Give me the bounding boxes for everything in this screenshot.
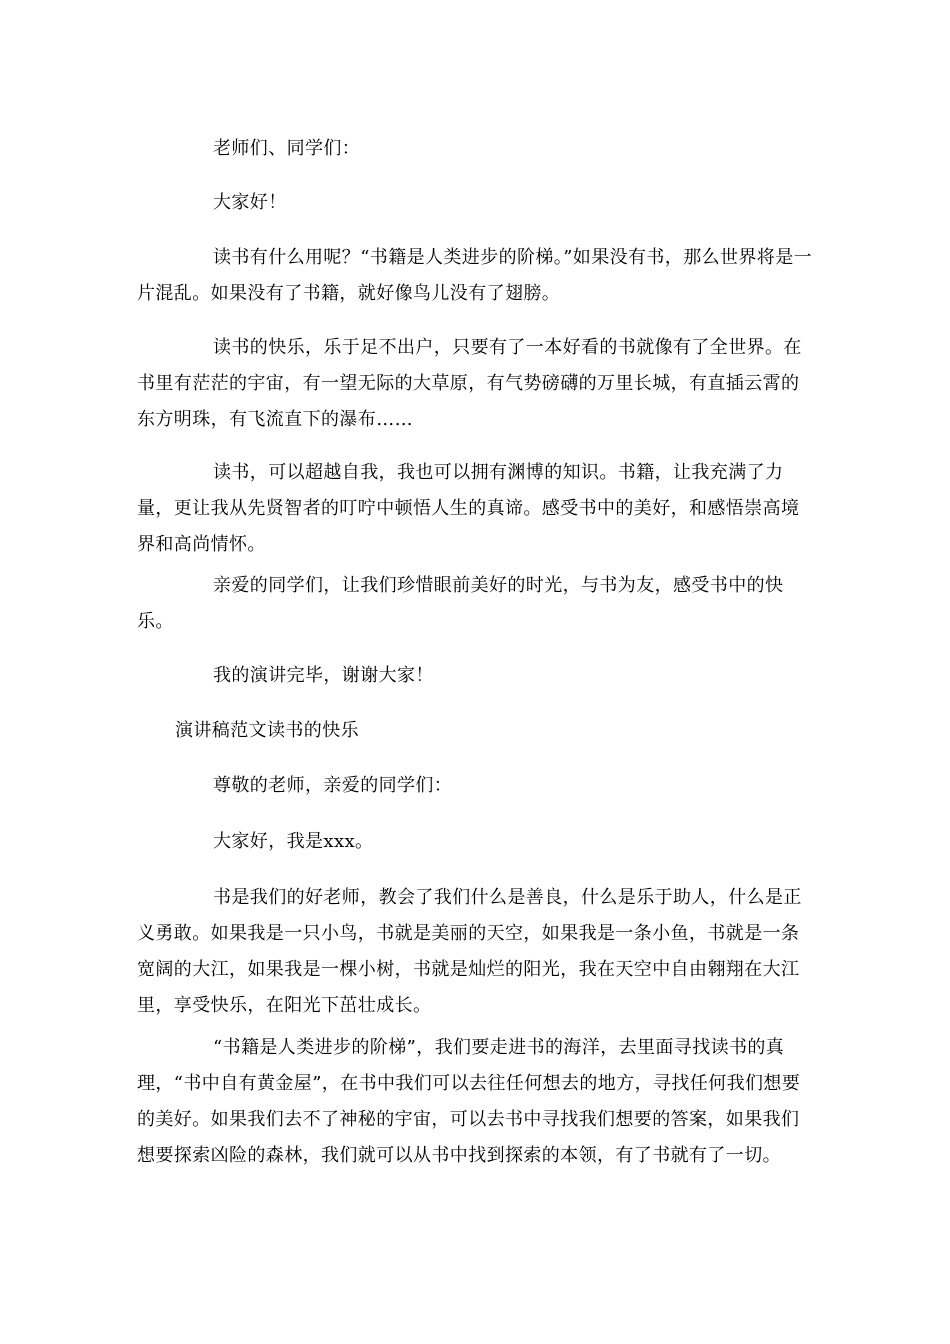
paragraph-reading-joy: 读书的快乐，乐于足不出户，只要有了一本好看的书就像有了全世界。在书里有茫茫的宇宙，有一望无际的大草原，有气势磅礴的万里长城，有直插云霄的东方明珠，有飞流直下的瀑布…… bbox=[137, 337, 802, 430]
paragraph-reading-purpose: 读书有什么用呢？“书籍是人类进步的阶梯。”如果没有书，那么世界将是一片混乱。如果没有了书籍，就好像鸟儿没有了翅膀。 bbox=[137, 247, 813, 304]
salutation-2: 尊敬的老师，亲爱的同学们： bbox=[213, 775, 453, 796]
paragraph-self-improvement: 读书，可以超越自我，我也可以拥有渊博的知识。书籍，让我充满了力量，更让我从先贤智者的叮咛中顿悟人生的真谛。感受书中的美好，和感悟崇高境界和高尚情怀。 bbox=[137, 462, 800, 555]
section-title: 演讲稿范文读书的快乐 bbox=[175, 720, 359, 741]
greeting: 大家好！ bbox=[213, 192, 287, 213]
greeting-2: 大家好，我是xxx。 bbox=[213, 831, 374, 852]
paragraph-book-ladder: “书籍是人类进步的阶梯”，我们要走进书的海洋，去里面寻找读书的真理，“书中自有黄金屋”，在书中我们可以去往任何想去的地方，寻找任何我们想要的美好。如果我们去不了神秘的宇宙，可以去书中寻找我们想要的答案，如果我们想要探索凶险的森林，我们就可以从书中找到探索的本领，有了书就有了一切。 bbox=[137, 1037, 801, 1166]
closing-line: 我的演讲完毕，谢谢大家！ bbox=[213, 665, 434, 686]
paragraph-appeal: 亲爱的同学们，让我们珍惜眼前美好的时光，与书为友，感受书中的快乐。 bbox=[137, 575, 784, 632]
paragraph-book-teacher: 书是我们的好老师，教会了我们什么是善良，什么是乐于助人，什么是正义勇敢。如果我是一只小鸟，书就是美丽的天空，如果我是一条小鱼，书就是一条宽阔的大江，如果我是一棵小树，书就是灿烂的阳光，我在天空中自由翱翔在大江里，享受快乐，在阳光下茁壮成长。 bbox=[137, 887, 802, 1016]
salutation: 老师们、同学们： bbox=[213, 138, 361, 159]
